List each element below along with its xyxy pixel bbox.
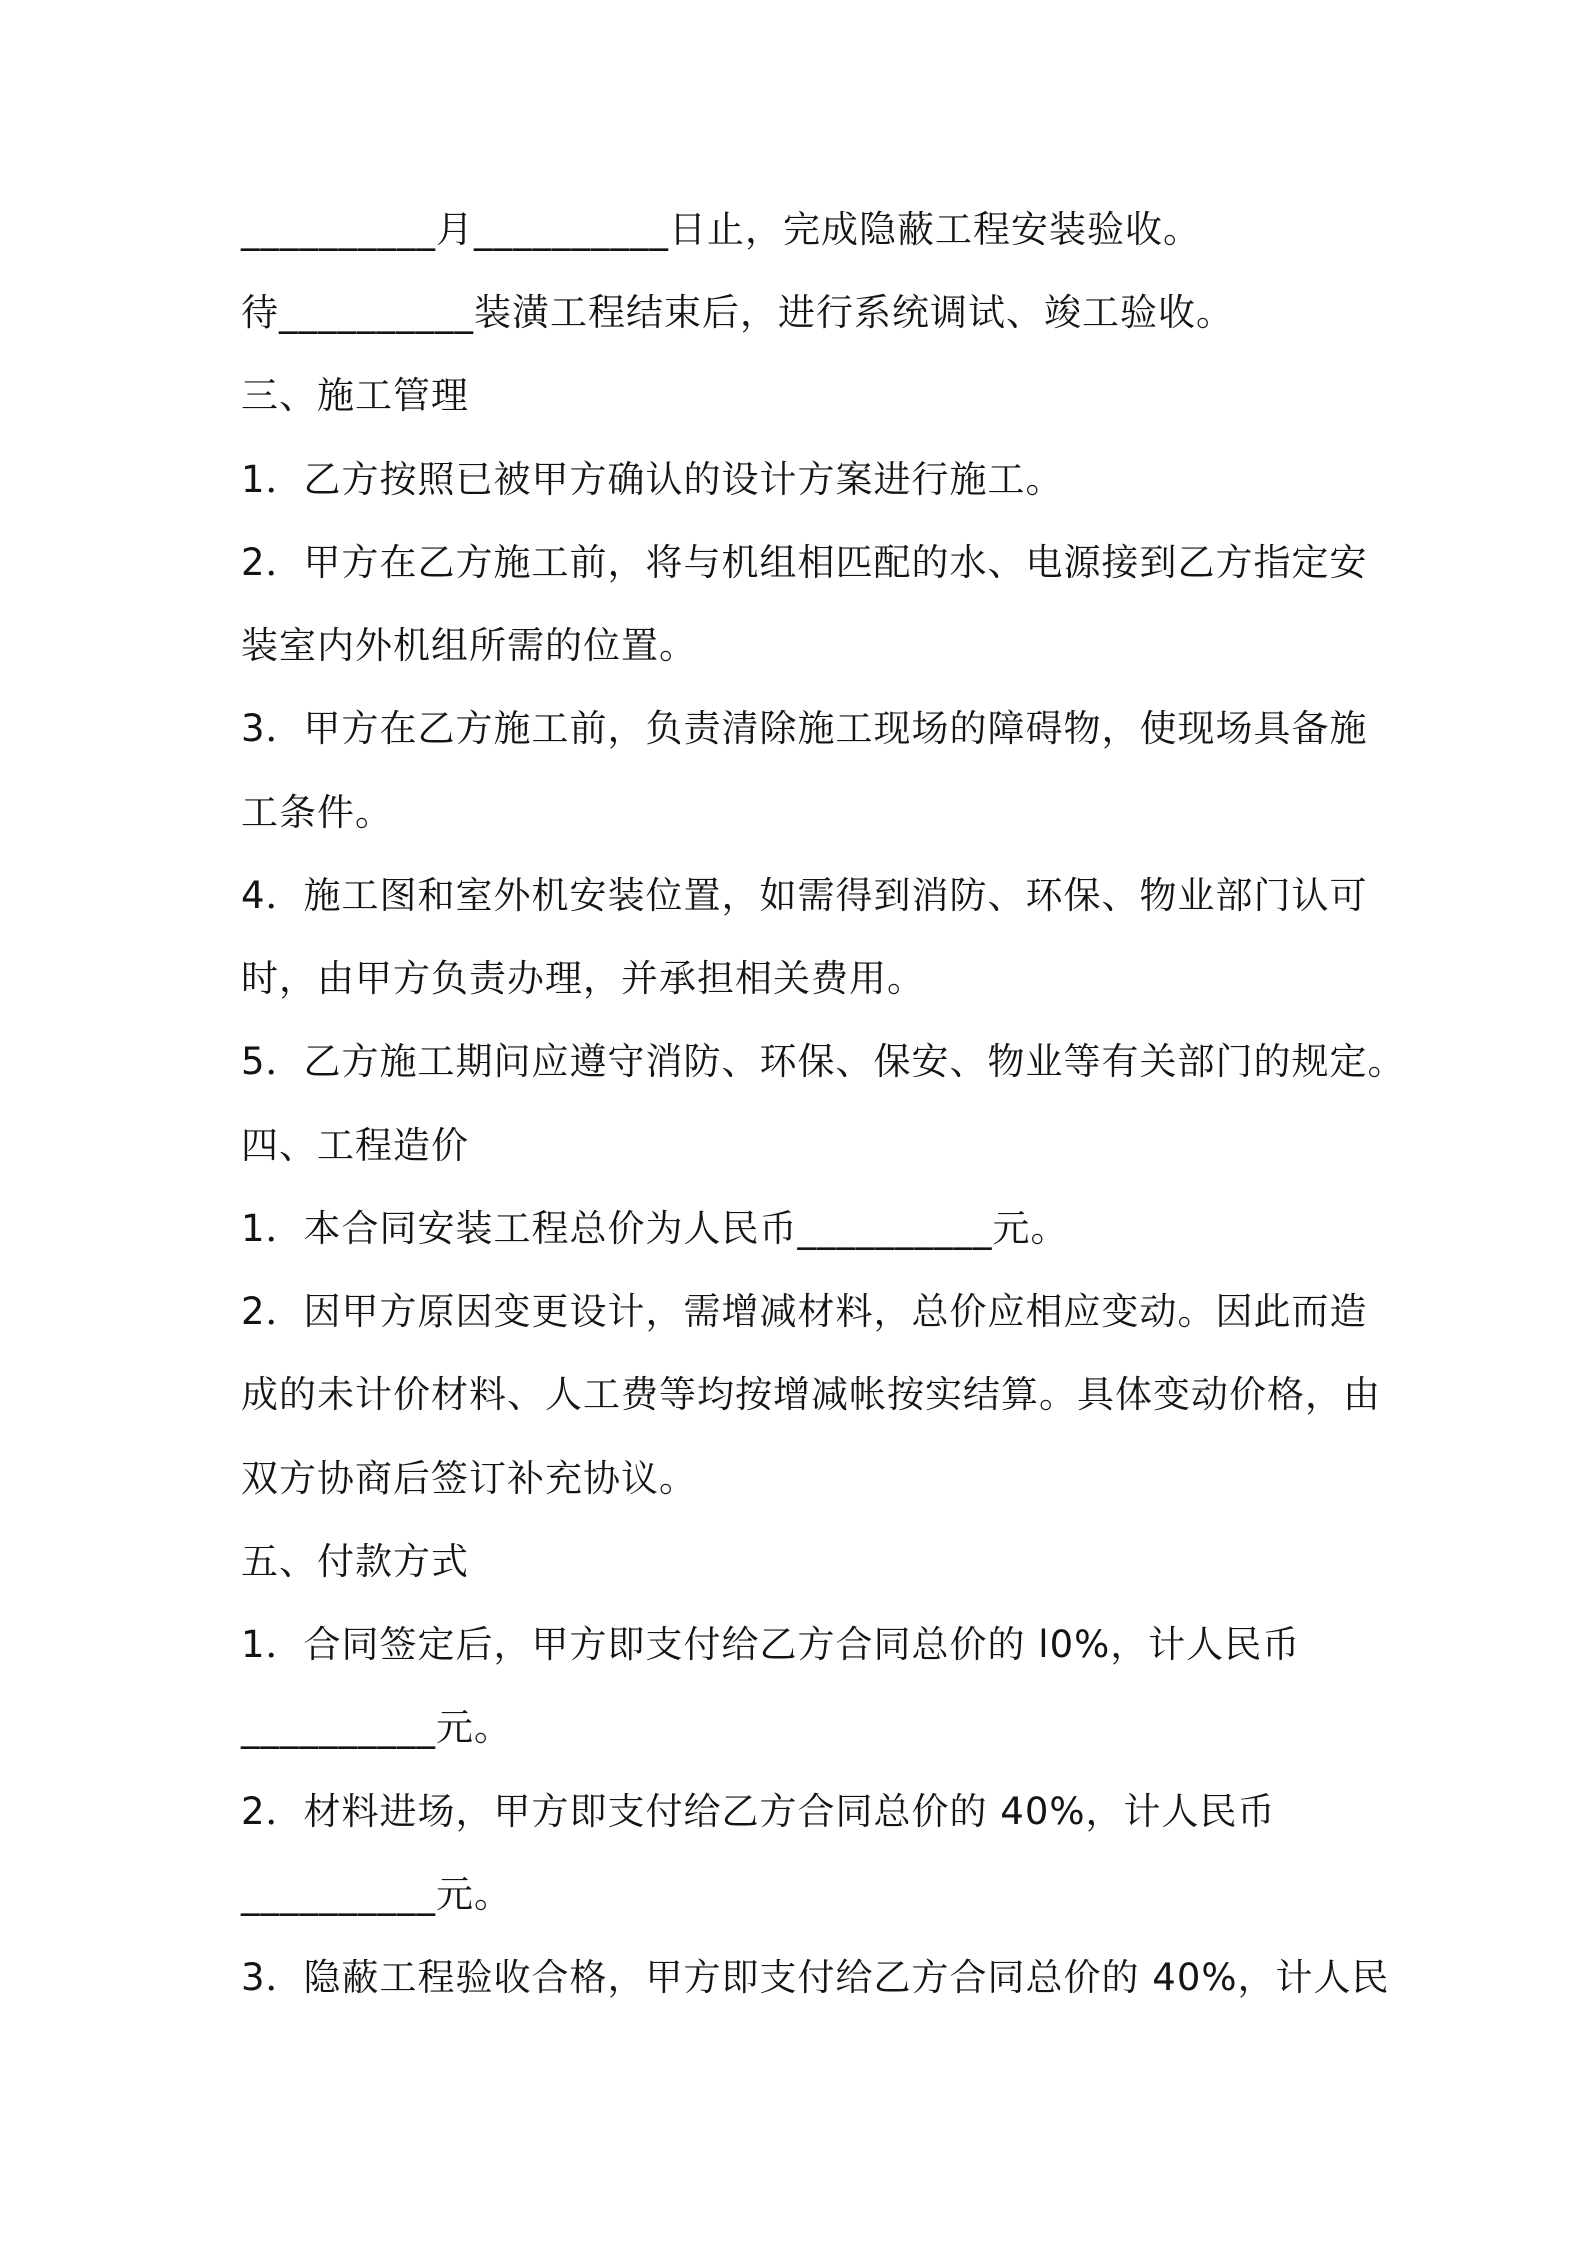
text-line: __________元。 [241, 1873, 512, 1916]
text-line: 3．隐蔽工程验收合格，甲方即支付给乙方合同总价的 40%，计人民 [241, 1956, 1390, 1999]
text-line: 时，由甲方负责办理，并承担相关费用。 [241, 957, 925, 1000]
text-line: 双方协商后签订补充协议。 [241, 1457, 697, 1500]
text-line: 1．合同签定后，甲方即支付给乙方合同总价的 l0%，计人民币 [241, 1623, 1301, 1666]
text-line: 3．甲方在乙方施工前，负责清除施工现场的障碍物，使现场具备施 [241, 707, 1368, 750]
text-line: 2．甲方在乙方施工前，将与机组相匹配的水、电源接到乙方指定安 [241, 541, 1368, 584]
text-line: 装室内外机组所需的位置。 [241, 624, 697, 667]
section-heading-payment-method: 五、付款方式 [241, 1540, 469, 1583]
text-line: 成的未计价材料、人工费等均按增减帐按实结算。具体变动价格，由 [241, 1373, 1381, 1416]
text-line: 5．乙方施工期问应遵守消防、环保、保安、物业等有关部门的规定。 [241, 1040, 1406, 1083]
text-line: 待__________装潢工程结束后，进行系统调试、竣工验收。 [241, 291, 1234, 334]
text-line: 2．因甲方原因变更设计，需增减材料，总价应相应变动。因此而造 [241, 1290, 1368, 1333]
text-line: 2．材料进场，甲方即支付给乙方合同总价的 40%，计人民币 [241, 1790, 1276, 1833]
text-line: 4．施工图和室外机安装位置，如需得到消防、环保、物业部门认可 [241, 874, 1368, 917]
text-line: 1．本合同安装工程总价为人民币__________元。 [241, 1207, 1069, 1250]
section-heading-construction-management: 三、施工管理 [241, 374, 469, 417]
text-line: __________月__________日止，完成隐蔽工程安装验收。 [241, 208, 1201, 251]
section-heading-project-cost: 四、工程造价 [241, 1124, 469, 1167]
text-line: 1．乙方按照已被甲方确认的设计方案进行施工。 [241, 458, 1064, 501]
text-line: 工条件。 [241, 791, 393, 834]
text-line: __________元。 [241, 1706, 512, 1749]
